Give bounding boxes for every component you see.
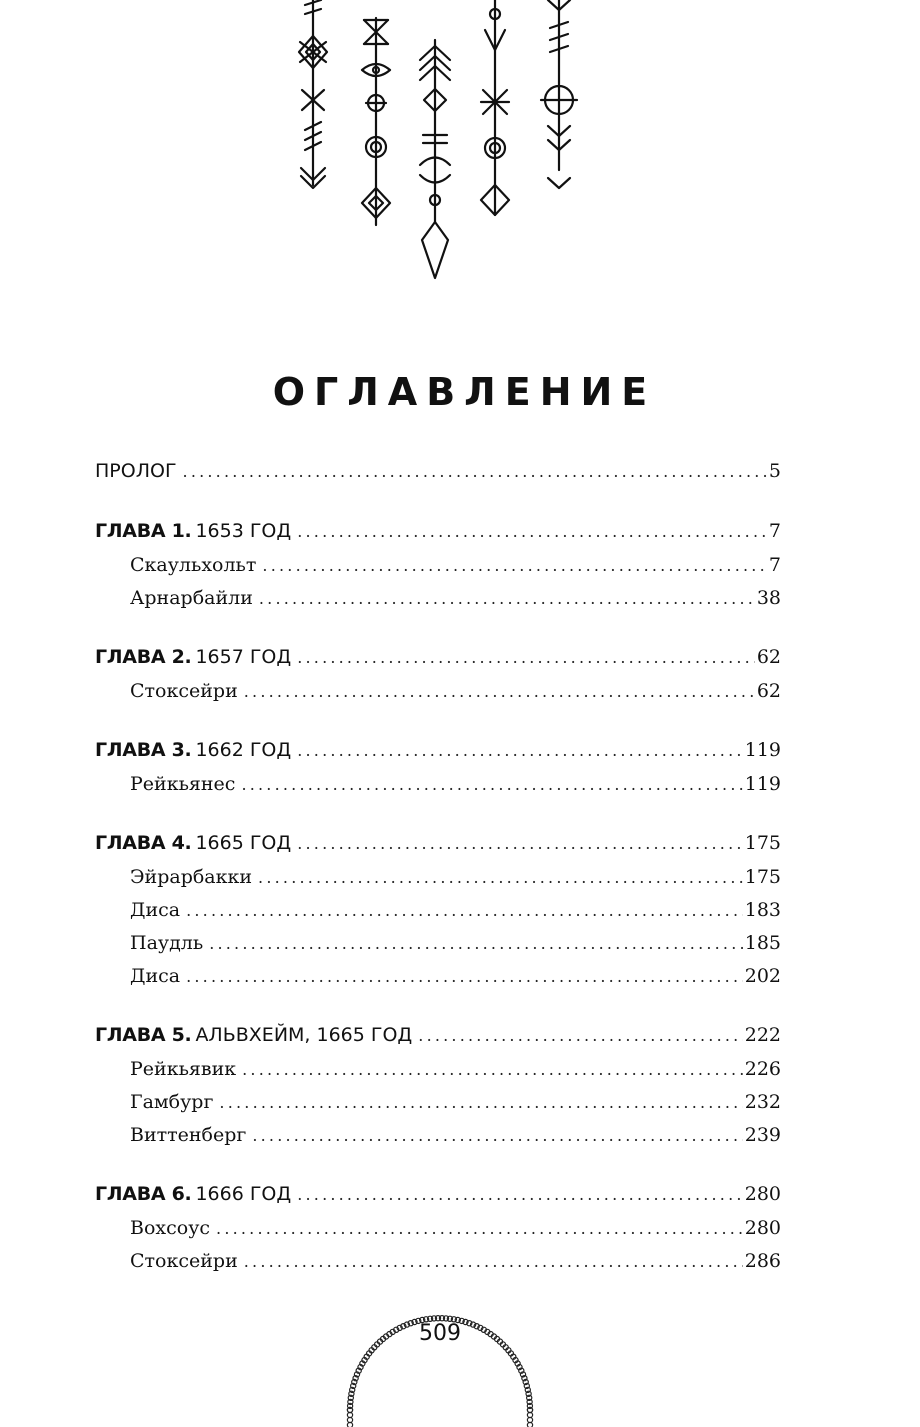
toc-chapter-entry[interactable] bbox=[95, 1176, 781, 1212]
dot-leader bbox=[183, 454, 767, 490]
entry-page-number: 232 bbox=[744, 1091, 781, 1113]
dot-leader bbox=[297, 1177, 743, 1213]
entry-title: Скаульхольт bbox=[130, 554, 257, 576]
toc-section bbox=[95, 1176, 781, 1278]
entry-page-number: 175 bbox=[744, 866, 781, 888]
entry-page-number: 202 bbox=[744, 965, 781, 987]
rune-strand-4 bbox=[481, 0, 509, 215]
entry-title: Диса bbox=[130, 965, 181, 987]
toc-subentry[interactable] bbox=[95, 582, 781, 615]
toc-section bbox=[95, 639, 781, 708]
toc-subentry[interactable] bbox=[95, 1212, 781, 1245]
entry-title: Гамбург bbox=[130, 1091, 214, 1113]
dot-leader bbox=[297, 640, 755, 676]
toc-chapter-entry[interactable] bbox=[95, 639, 781, 675]
dot-leader bbox=[297, 826, 743, 862]
entry-page-number: 185 bbox=[744, 932, 781, 954]
toc-subentry[interactable] bbox=[95, 960, 781, 993]
entry-page-number: 286 bbox=[744, 1250, 781, 1272]
chapter-number: ГЛАВА 2. bbox=[95, 646, 192, 668]
entry-title: 1653 ГОД bbox=[195, 520, 292, 542]
entry-title: Виттенберг bbox=[130, 1124, 247, 1146]
chapter-number: ГЛАВА 6. bbox=[95, 1183, 192, 1205]
chapter-number: ГЛАВА 3. bbox=[95, 739, 192, 761]
entry-title: 1665 ГОД bbox=[195, 832, 292, 854]
entry-title: ПРОЛОГ bbox=[95, 460, 177, 482]
entry-title: 1666 ГОД bbox=[195, 1183, 292, 1205]
dot-leader bbox=[297, 514, 767, 550]
dot-leader bbox=[186, 960, 743, 993]
dot-leader bbox=[244, 675, 755, 708]
entry-page-number: 119 bbox=[744, 773, 781, 795]
entry-page-number: 183 bbox=[744, 899, 781, 921]
toc-chapter-entry[interactable] bbox=[95, 513, 781, 549]
rune-strand-1 bbox=[299, 0, 327, 188]
entry-title: 1657 ГОД bbox=[195, 646, 292, 668]
entry-page-number: 5 bbox=[768, 460, 781, 482]
entry-page-number: 280 bbox=[744, 1217, 781, 1239]
page-number: 509 bbox=[419, 1321, 461, 1346]
rune-strand-3 bbox=[420, 40, 450, 278]
entry-title: Паудль bbox=[130, 932, 204, 954]
toc-subentry[interactable] bbox=[95, 1086, 781, 1119]
toc-chapter-entry[interactable] bbox=[95, 453, 781, 489]
hanging-runes-ornament-icon bbox=[280, 0, 600, 290]
entry-page-number: 62 bbox=[756, 646, 781, 668]
dot-leader bbox=[186, 894, 743, 927]
entry-title: Стоксейри bbox=[130, 680, 238, 702]
dot-leader bbox=[219, 1086, 742, 1119]
toc-chapter-entry[interactable] bbox=[95, 732, 781, 768]
entry-title: Эйрарбакки bbox=[130, 866, 253, 888]
entry-page-number: 239 bbox=[744, 1124, 781, 1146]
entry-page-number: 119 bbox=[744, 739, 781, 761]
toc-section bbox=[95, 732, 781, 801]
entry-title: Арнарбайли bbox=[130, 587, 253, 609]
toc-subentry[interactable] bbox=[95, 675, 781, 708]
dot-leader bbox=[259, 582, 755, 615]
toc-section bbox=[95, 453, 781, 489]
toc-chapter-entry[interactable] bbox=[95, 825, 781, 861]
dot-leader bbox=[209, 927, 743, 960]
toc-subentry[interactable] bbox=[95, 894, 781, 927]
toc-subentry[interactable] bbox=[95, 1053, 781, 1086]
entry-page-number: 222 bbox=[744, 1024, 781, 1046]
table-of-contents bbox=[95, 453, 781, 1302]
entry-title: Стоксейри bbox=[130, 1250, 238, 1272]
entry-page-number: 175 bbox=[744, 832, 781, 854]
dot-leader bbox=[418, 1018, 742, 1054]
toc-subentry[interactable] bbox=[95, 1245, 781, 1278]
toc-subentry[interactable] bbox=[95, 549, 781, 582]
dot-leader bbox=[242, 1053, 743, 1086]
rune-strand-5 bbox=[541, 0, 577, 188]
beaded-circle-frame-icon bbox=[340, 1292, 540, 1427]
chapter-number: ГЛАВА 5. bbox=[95, 1024, 192, 1046]
page-title: ОГЛАВЛЕНИЕ bbox=[272, 370, 657, 414]
entry-page-number: 7 bbox=[768, 520, 781, 542]
toc-subentry[interactable] bbox=[95, 768, 781, 801]
dot-leader bbox=[262, 549, 766, 582]
dot-leader bbox=[258, 861, 743, 894]
toc-section bbox=[95, 513, 781, 615]
entry-title: 1662 ГОД bbox=[195, 739, 292, 761]
dot-leader bbox=[241, 768, 742, 801]
entry-page-number: 226 bbox=[744, 1058, 781, 1080]
entry-title: АЛЬВХЕЙМ, 1665 ГОД bbox=[195, 1024, 413, 1046]
rune-strand-2 bbox=[362, 18, 390, 225]
entry-page-number: 38 bbox=[756, 587, 781, 609]
entry-page-number: 62 bbox=[756, 680, 781, 702]
dot-leader bbox=[216, 1212, 743, 1245]
toc-section bbox=[95, 825, 781, 993]
chapter-number: ГЛАВА 4. bbox=[95, 832, 192, 854]
toc-subentry[interactable] bbox=[95, 927, 781, 960]
toc-subentry[interactable] bbox=[95, 1119, 781, 1152]
dot-leader bbox=[252, 1119, 742, 1152]
dot-leader bbox=[244, 1245, 743, 1278]
entry-title: Рейкьянес bbox=[130, 773, 236, 795]
entry-title: Вохсоус bbox=[130, 1217, 211, 1239]
chapter-number: ГЛАВА 1. bbox=[95, 520, 192, 542]
toc-chapter-entry[interactable] bbox=[95, 1017, 781, 1053]
entry-title: Диса bbox=[130, 899, 181, 921]
dot-leader bbox=[297, 733, 743, 769]
entry-page-number: 7 bbox=[768, 554, 781, 576]
toc-subentry[interactable] bbox=[95, 861, 781, 894]
entry-page-number: 280 bbox=[744, 1183, 781, 1205]
toc-section bbox=[95, 1017, 781, 1152]
entry-title: Рейкьявик bbox=[130, 1058, 237, 1080]
